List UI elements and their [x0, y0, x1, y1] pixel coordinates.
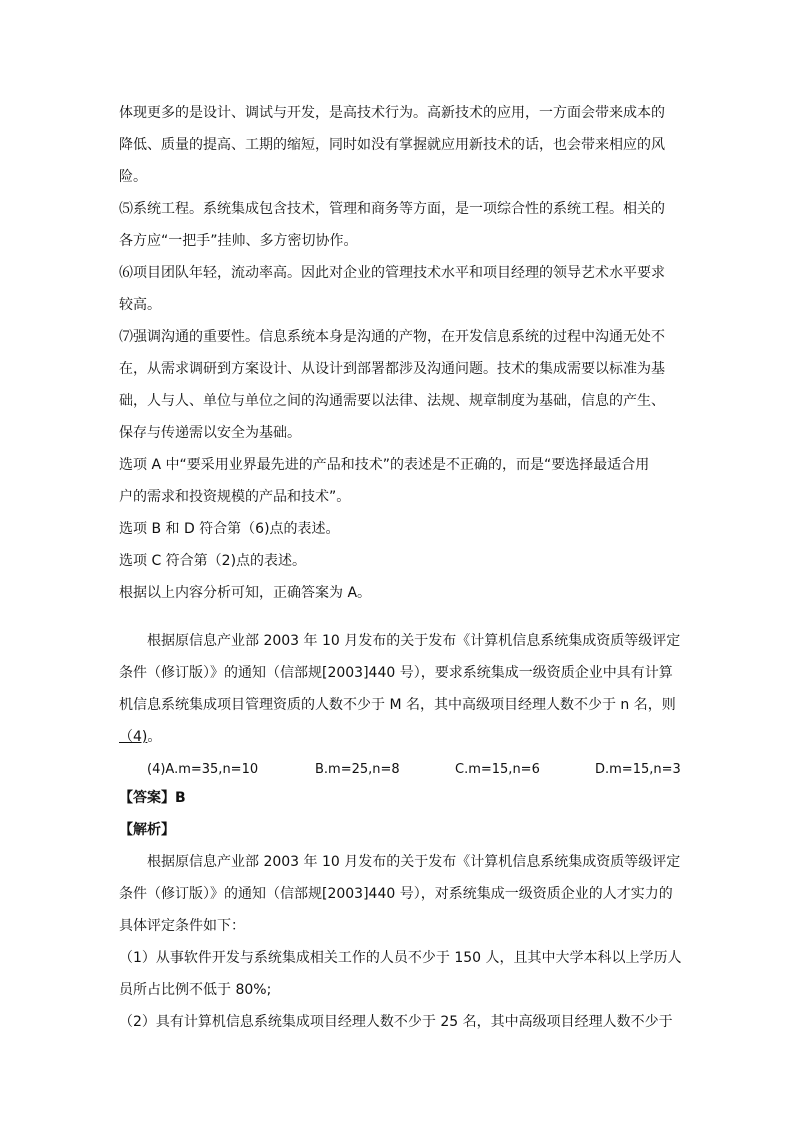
analysis-line: 条件（修订版）》的通知（信部规[2003]440 号），对系统集成一级资质企业的人才实力的	[119, 886, 673, 902]
text-line: 选项 A 中“要采用业界最先进的产品和技术”的表述是不正确的，而是“要选择最适合用	[119, 457, 650, 473]
answer-line	[119, 782, 679, 814]
text-line: 础，人与人、单位与单位之间的沟通需要以法律、法规、规章制度为基础，信息的产生、	[119, 393, 665, 409]
text-line: 在，从需求调研到方案设计、从设计到部署都涉及沟通问题。技术的集成需要以标准为基	[119, 361, 665, 377]
option-c: C.m=15,n=6	[455, 762, 540, 777]
text-line: 保存与传递需以安全为基础。	[119, 425, 301, 441]
question-blank-line	[119, 721, 679, 753]
question-block	[119, 625, 679, 753]
text-line: 险。	[119, 169, 147, 185]
answer-label: 【答案】	[119, 790, 175, 806]
analysis-line: 员所占比例不低于 80%;	[119, 982, 272, 998]
option-a: (4)A.m=35,n=10	[147, 762, 259, 777]
text-line: ⑹项目团队年轻，流动率高。因此对企业的管理技术水平和项目经理的领导艺术水平要求	[119, 265, 665, 281]
text-line: ⑸系统工程。系统集成包含技术，管理和商务等方面，是一项综合性的系统工程。相关的	[119, 201, 665, 217]
analysis-line: （1）从事软件开发与系统集成相关工作的人员不少于 150 人，且其中大学本科以上学历人	[119, 950, 682, 966]
explanation-block	[119, 97, 679, 609]
text-line: ⑺强调沟通的重要性。信息系统本身是沟通的产物，在开发信息系统的过程中沟通无处不	[119, 329, 665, 345]
answer-value: B	[175, 790, 186, 806]
text-line: 体现更多的是设计、调试与开发，是高技术行为。高新技术的应用，一方面会带来成本的	[119, 105, 665, 121]
text-line: 户的需求和投资规模的产品和技术”。	[119, 489, 351, 505]
analysis-label: 【解析】	[119, 822, 175, 838]
analysis-block	[119, 846, 682, 1038]
question-line: 条件（修订版）》的通知（信部规[2003]440 号），要求系统集成一级资质企业中具有计算	[119, 665, 673, 681]
question-blank-end: 。	[147, 729, 162, 745]
analysis-line: 根据原信息产业部 2003 年 10 月发布的关于发布《计算机信息系统集成资质等级评定	[147, 854, 681, 870]
text-line: 根据以上内容分析可知，正确答案为 A。	[119, 585, 372, 601]
text-line: 选项 C 符合第（2)点的表述。	[119, 553, 307, 569]
text-line: 各方应“一把手”挂帅、多方密切协作。	[119, 233, 358, 249]
question-line: 根据原信息产业部 2003 年 10 月发布的关于发布《计算机信息系统集成资质等级评定	[147, 633, 681, 649]
question-line: 机信息系统集成项目管理资质的人数不少于 M 名，其中高级项目经理人数不少于 n 名，则	[119, 697, 676, 713]
text-line: 较高。	[119, 297, 161, 313]
analysis-line: （2）具有计算机信息系统集成项目经理人数不少于 25 名，其中高级项目经理人数不少于	[119, 1014, 673, 1030]
question-blank: （4)	[119, 729, 148, 745]
text-line: 选项 B 和 D 符合第（6)点的表述。	[119, 521, 340, 537]
analysis-line: 具体评定条件如下：	[119, 918, 245, 934]
options-row	[147, 758, 681, 782]
option-b: B.m=25,n=8	[315, 762, 400, 777]
analysis-heading	[119, 814, 679, 846]
text-line: 降低、质量的提高、工期的缩短，同时如没有掌握就应用新技术的话，也会带来相应的风	[119, 137, 665, 153]
option-d: D.m=15,n=3	[595, 762, 681, 777]
